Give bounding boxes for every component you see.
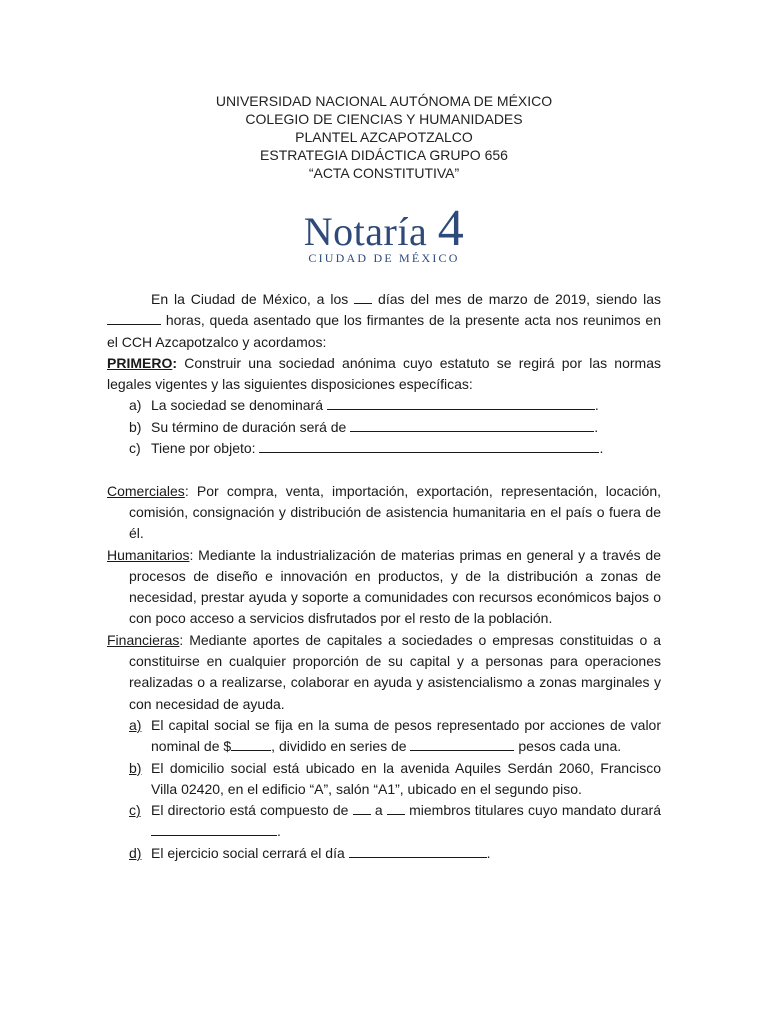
primero-paragraph: PRIMERO: Construir una sociedad anónima cuyo estatuto se regirá por las normas legales vigentes y las siguientes disposiciones específicas: xyxy=(107,354,661,393)
list-item: a) La sociedad se denominará . xyxy=(129,397,599,414)
duration-blank xyxy=(350,417,594,432)
mandate-blank xyxy=(151,821,277,836)
object-blank xyxy=(259,438,599,453)
clause-a: a) El capital social se fija en la suma de pesos representado por acciones de valor nominal de $ , dividido en series de pesos cada una. xyxy=(129,716,661,755)
notaria-logo xyxy=(0,200,768,266)
header-college: COLEGIO DE CIENCIAS Y HUMANIDADES xyxy=(245,111,523,127)
list-item: c) Tiene por objeto: . xyxy=(129,440,604,457)
logo-word: Notaría xyxy=(303,209,428,254)
day-blank xyxy=(354,289,372,304)
header-title: “ACTA CONSTITUTIVA” xyxy=(308,165,460,181)
document-body xyxy=(107,289,661,864)
closing-day-blank xyxy=(349,843,487,858)
clause-d: d) El ejercicio social cerrará el día . xyxy=(129,844,491,861)
logo-number: 4 xyxy=(437,200,465,257)
hours-blank xyxy=(107,310,161,325)
series-blank xyxy=(410,736,514,751)
primero-label: PRIMERO xyxy=(107,354,173,371)
objeto-comerciales: Comerciales: Por compra, venta, importación, exportación, representación, locación, comisión, consignación y distribución de asistencia humanitaria en el país o fuera de él. xyxy=(107,482,661,542)
header-campus: PLANTEL AZCAPOTZALCO xyxy=(295,129,473,145)
clause-c: c) El directorio está compuesto de a miembros titulares cuyo mandato durará . xyxy=(129,802,661,840)
name-blank xyxy=(327,395,595,410)
clause-b: b) El domicilio social está ubicado en la avenida Aquiles Serdán 2060, Francisco Villa 02420, en el edificio “A”, salón “A1”, ubicado en el segundo piso. xyxy=(129,759,661,797)
list-item: b) Su término de duración será de . xyxy=(129,418,599,435)
document-header xyxy=(0,92,768,182)
header-strategy: ESTRATEGIA DIDÁCTICA GRUPO 656 xyxy=(260,147,508,163)
nominal-value-blank xyxy=(231,736,271,751)
objeto-humanitarios: Humanitarios: Mediante la industrialización de materias primas en general y a través de procesos de diseño e innovación en productos, y de la distribución a zonas de necesidad, prestar ayuda y soporte a comunidades con recursos económicos bajos o con poco acceso a servicios disfrutados por el resto de la población. xyxy=(107,546,661,627)
min-members-blank xyxy=(353,800,371,815)
objeto-financieras: Financieras: Mediante aportes de capitales a sociedades o empresas constituidas o a constituirse en cualquier proporción de su capital y a personas para operaciones realizadas o a realizarse, colaborar en ayuda y asistencialismo a zonas marginales y con necesidad de ayuda. xyxy=(107,631,661,712)
header-university: UNIVERSIDAD NACIONAL AUTÓNOMA DE MÉXICO xyxy=(215,93,553,109)
max-members-blank xyxy=(387,800,405,815)
logo-subtitle: CIUDAD DE MÉXICO xyxy=(308,251,460,265)
intro-paragraph: En la Ciudad de México, a los días del mes de marzo de 2019, siendo las horas, queda asentado que los firmantes de la presente acta nos reunimos en el CCH Azcapotzalco y acordamos: xyxy=(107,291,662,350)
